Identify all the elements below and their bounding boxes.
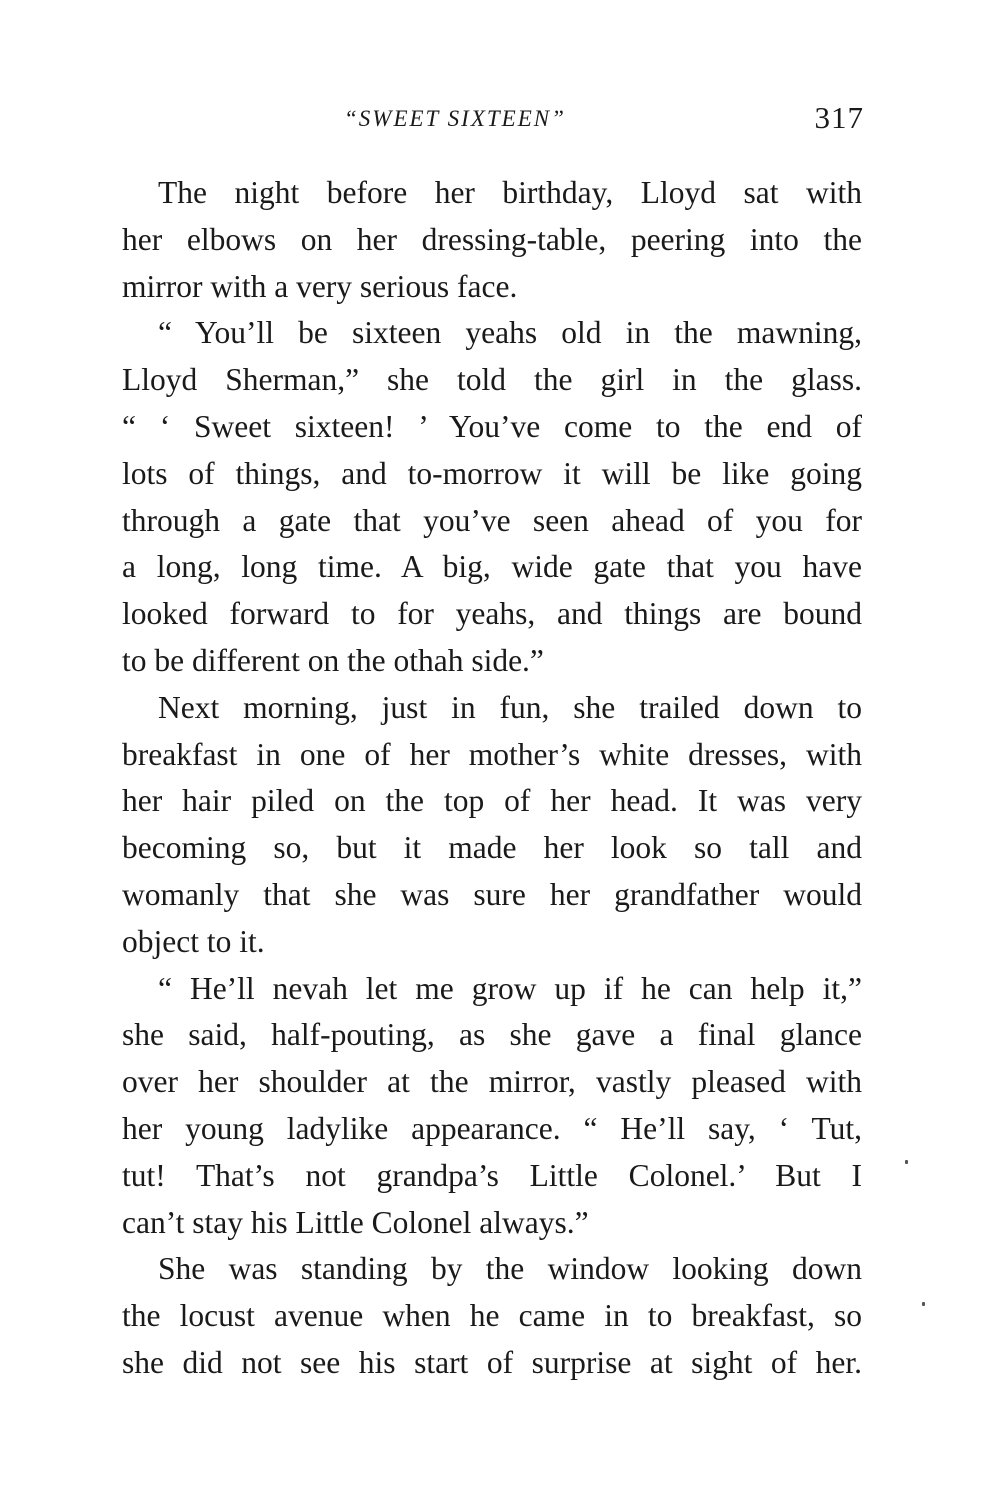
text-line: she said, half-pouting, as she gave a final glance	[122, 1017, 862, 1053]
paragraph-5	[122, 1246, 862, 1386]
paragraph-4	[122, 966, 862, 1247]
page-header	[122, 100, 864, 150]
text-line: womanly that she was sure her grandfather would	[122, 876, 862, 912]
text-line: her young ladylike appearance. “ He’ll say, ‘ Tut,	[122, 1110, 862, 1146]
text-line: her hair piled on the top of her head. It was very	[122, 783, 862, 819]
text-line: tut! That’s not grandpa’s Little Colonel.’ But I	[122, 1157, 862, 1193]
text-line: her elbows on her dressing-table, peering into the	[122, 221, 862, 257]
text-line: Next morning, just in fun, she trailed down to	[158, 689, 862, 725]
text-line: to be different on the othah side.”	[122, 642, 544, 678]
text-line: she did not see his start of surprise at sight of her.	[122, 1344, 862, 1380]
running-head: “SWEET SIXTEEN”	[344, 106, 566, 131]
page-number: 317	[814, 100, 864, 135]
text-line: breakfast in one of her mother’s white dresses, with	[122, 736, 862, 772]
print-speck	[922, 1302, 925, 1306]
text-line: “ ‘ Sweet sixteen! ’ You’ve come to the end of	[122, 408, 862, 444]
paragraph-2	[122, 310, 862, 684]
text-line: “ You’ll be sixteen yeahs old in the mawning,	[158, 315, 862, 351]
text-line: a long, long time. A big, wide gate that you have	[122, 549, 862, 585]
text-line: mirror with a very serious face.	[122, 268, 518, 304]
text-line: Lloyd Sherman,” she told the girl in the glass.	[122, 362, 862, 398]
text-line: lots of things, and to-morrow it will be like going	[122, 455, 862, 491]
text-line: over her shoulder at the mirror, vastly pleased with	[122, 1064, 862, 1100]
text-line: She was standing by the window looking down	[158, 1251, 862, 1287]
text-line: looked forward to for yeahs, and things are bound	[122, 596, 862, 632]
text-line: “ He’ll nevah let me grow up if he can help it,”	[158, 970, 862, 1006]
print-speck	[905, 1160, 908, 1164]
text-line: can’t stay his Little Colonel always.”	[122, 1204, 589, 1240]
body-text	[122, 170, 862, 1387]
text-line: object to it.	[122, 923, 265, 959]
paragraph-3	[122, 685, 862, 966]
paragraph-1	[122, 170, 862, 310]
text-line: through a gate that you’ve seen ahead of you for	[122, 502, 862, 538]
text-line: The night before her birthday, Lloyd sat with	[158, 175, 862, 210]
text-line: becoming so, but it made her look so tall and	[122, 830, 862, 866]
text-line: the locust avenue when he came in to breakfast, so	[122, 1298, 862, 1334]
